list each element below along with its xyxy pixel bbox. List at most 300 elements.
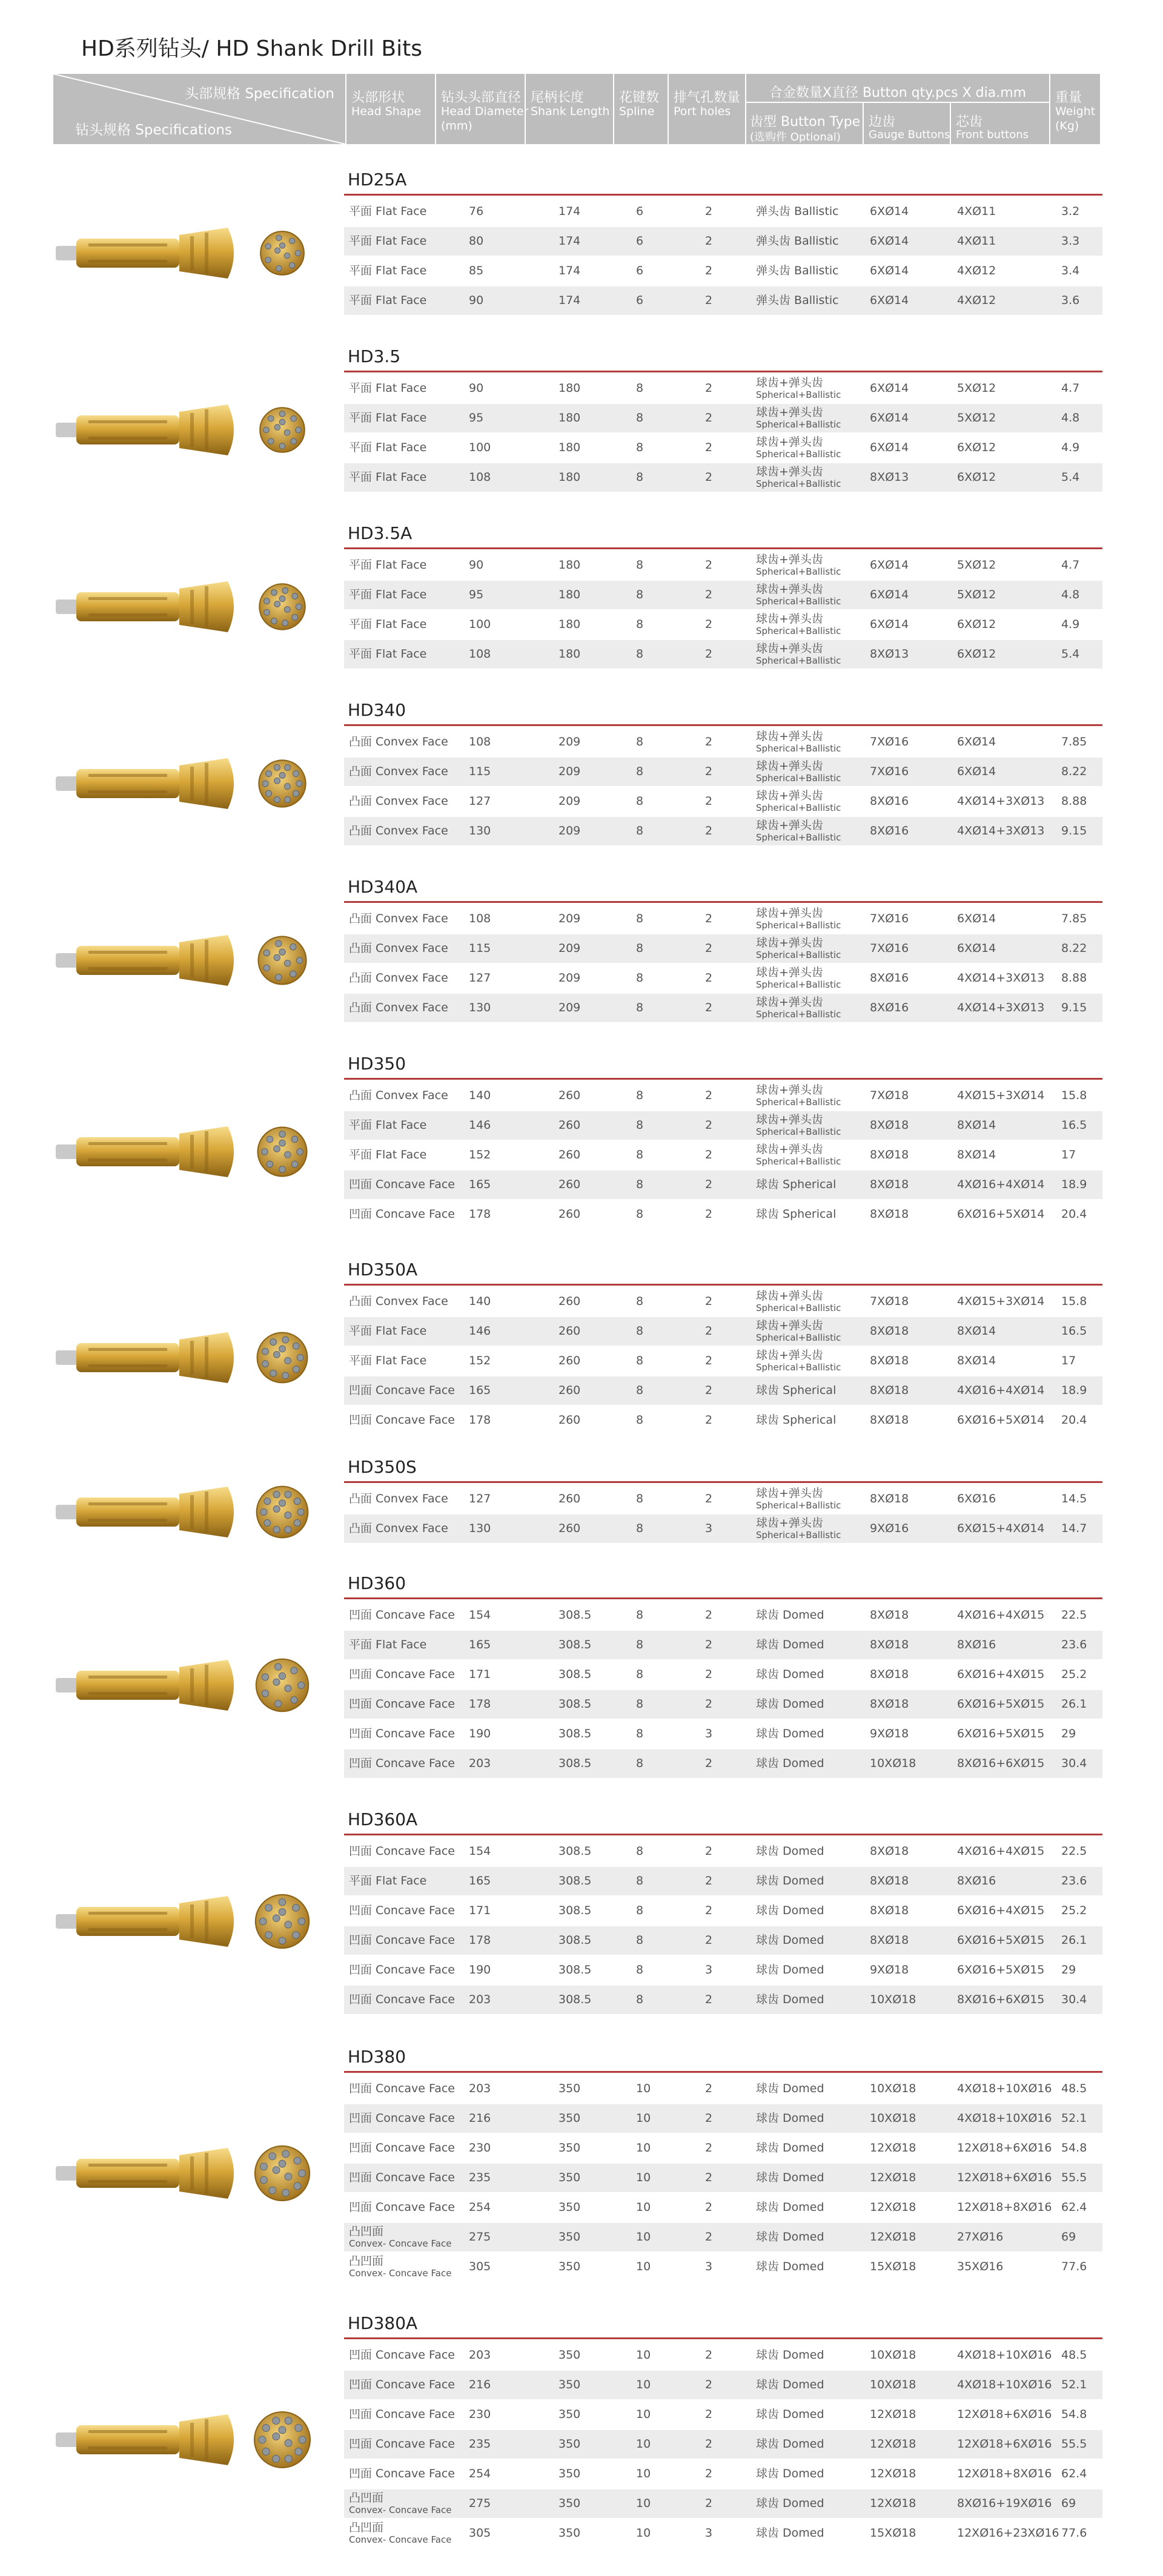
- cell-ports: 3: [705, 1963, 713, 1977]
- cell-dia: 90: [469, 558, 484, 572]
- cell-front: 8XØ16+6XØ15: [957, 1757, 1045, 1770]
- cell-ports: 2: [705, 647, 713, 661]
- table-row: [344, 2341, 1102, 2371]
- cell-gauge: 12XØ18: [870, 2171, 916, 2184]
- cell-weight: 5.4: [1061, 647, 1080, 661]
- cell-type-en: Spherical+Ballistic: [756, 1500, 841, 1511]
- cell-front: 12XØ18+8XØ16: [957, 2467, 1052, 2480]
- table-row: [344, 1867, 1102, 1897]
- cell-gauge: 8XØ16: [870, 1001, 909, 1014]
- cell-ports: 2: [705, 2467, 713, 2480]
- cell-weight: 4.7: [1061, 381, 1080, 395]
- header-head-diameter-unit: (mm): [441, 119, 472, 133]
- cell-dia: 203: [469, 1757, 491, 1770]
- cell-weight: 30.4: [1061, 1993, 1087, 2006]
- cell-shape: 凹面 Concave Face: [349, 1207, 455, 1221]
- cell-shape-zh: 凸凹面: [349, 2491, 384, 2505]
- cell-shape: 平面 Flat Face: [349, 441, 427, 454]
- section-divider: [344, 547, 1102, 549]
- cell-dia: 115: [469, 942, 491, 955]
- cell-spline: 8: [636, 1874, 644, 1887]
- cell-type-zh: 球齿+弹头齿: [756, 406, 823, 419]
- cell-shank: 180: [558, 441, 581, 454]
- cell-type: 球齿 Domed: [756, 2497, 824, 2510]
- cell-dia: 76: [469, 205, 484, 218]
- section-title: HD25A: [348, 170, 407, 190]
- cell-spline: 8: [636, 1934, 644, 1947]
- cell-dia: 146: [469, 1324, 491, 1338]
- header-alloy-group: [745, 74, 1049, 144]
- table-row: [344, 2371, 1102, 2400]
- cell-dia: 152: [469, 1148, 491, 1161]
- cell-gauge: 6XØ14: [870, 588, 909, 601]
- cell-dia: 165: [469, 1874, 491, 1887]
- cell-shape: [349, 2253, 451, 2284]
- cell-weight: 54.8: [1061, 2408, 1087, 2421]
- cell-front: 4XØ14+3XØ13: [957, 794, 1045, 808]
- table-row: [344, 934, 1102, 964]
- cell-type: [756, 1485, 841, 1516]
- cell-shape: 凸面 Convex Face: [349, 971, 448, 985]
- table-row: [344, 2519, 1102, 2549]
- cell-front: 4XØ16+4XØ15: [957, 1608, 1045, 1622]
- cell-dia: 127: [469, 794, 491, 808]
- cell-type: [756, 787, 841, 818]
- cell-gauge: 9XØ18: [870, 1727, 909, 1740]
- cell-ports: 2: [705, 205, 713, 218]
- cell-shank: 209: [558, 824, 581, 837]
- cell-shank: 260: [558, 1354, 581, 1367]
- section-title: HD340A: [348, 877, 418, 897]
- header-shank-length-zh: 尾柄长度: [531, 90, 585, 105]
- cell-weight: 23.6: [1061, 1638, 1087, 1651]
- cell-shape: 凹面 Concave Face: [349, 1384, 455, 1397]
- cell-weight: 4.9: [1061, 618, 1080, 631]
- cell-spline: 10: [636, 2171, 651, 2184]
- cell-weight: 14.5: [1061, 1492, 1087, 1505]
- cell-type: 球齿 Domed: [756, 2141, 824, 2155]
- cell-gauge: 15XØ18: [870, 2526, 916, 2540]
- table-row: [344, 2430, 1102, 2460]
- cell-type-en: Spherical+Ballistic: [756, 802, 841, 813]
- cell-type-en: Spherical+Ballistic: [756, 566, 841, 577]
- cell-spline: 8: [636, 588, 644, 601]
- cell-gauge: 8XØ18: [870, 1148, 909, 1161]
- cell-front: 12XØ16+23XØ16: [957, 2526, 1059, 2540]
- cell-type-zh: 球齿+弹头齿: [756, 907, 823, 920]
- header-specifications: 钻头规格 Specifications: [75, 122, 232, 138]
- cell-shape: 凹面 Concave Face: [349, 2467, 455, 2480]
- cell-shape: 平面 Flat Face: [349, 618, 427, 631]
- cell-shank: 180: [558, 588, 581, 601]
- cell-weight: 26.1: [1061, 1697, 1087, 1711]
- cell-gauge: 10XØ18: [870, 2082, 916, 2095]
- cell-spline: 8: [636, 1118, 644, 1132]
- cell-gauge: 8XØ18: [870, 1934, 909, 1947]
- cell-gauge: 8XØ13: [870, 471, 909, 484]
- cell-shape: 凹面 Concave Face: [349, 1608, 455, 1622]
- cell-front: 4XØ14+3XØ13: [957, 1001, 1045, 1014]
- cell-type-zh: 球齿+弹头齿: [756, 553, 823, 566]
- section-divider: [344, 1597, 1102, 1599]
- cell-spline: 10: [636, 2408, 651, 2421]
- cell-shank: 180: [558, 558, 581, 572]
- cell-shank: 260: [558, 1492, 581, 1505]
- cell-weight: 25.2: [1061, 1904, 1087, 1917]
- cell-dia: 95: [469, 588, 484, 601]
- cell-spline: 8: [636, 1608, 644, 1622]
- cell-dia: 95: [469, 411, 484, 424]
- cell-shape: 平面 Flat Face: [349, 558, 427, 572]
- cell-ports: 2: [705, 1089, 713, 1102]
- header-port-holes-zh: 排气孔数量: [674, 90, 741, 105]
- cell-shape: 凸面 Convex Face: [349, 735, 448, 748]
- drill-bit-image: [52, 212, 325, 297]
- cell-shape-en: Convex- Concave Face: [349, 2268, 452, 2279]
- cell-dia: 305: [469, 2526, 491, 2540]
- cell-shank: 209: [558, 912, 581, 925]
- cell-dia: 171: [469, 1904, 491, 1917]
- table-row: [344, 1347, 1102, 1376]
- cell-ports: 2: [705, 294, 713, 307]
- cell-front: 8XØ14: [957, 1148, 996, 1161]
- cell-gauge: 10XØ18: [870, 2348, 916, 2362]
- cell-weight: 23.6: [1061, 1874, 1087, 1887]
- cell-front: 6XØ14: [957, 735, 996, 748]
- cell-shape: 凹面 Concave Face: [349, 2171, 455, 2184]
- cell-gauge: 8XØ18: [870, 1207, 909, 1221]
- cell-spline: 8: [636, 441, 644, 454]
- cell-ports: 2: [705, 441, 713, 454]
- cell-type-zh: 球齿+弹头齿: [756, 642, 823, 655]
- cell-shape-zh: 凸凹面: [349, 2521, 384, 2534]
- table-row: [344, 1376, 1102, 1406]
- spec-table: [344, 2075, 1102, 2282]
- cell-dia: 275: [469, 2230, 491, 2244]
- cell-ports: 2: [705, 1413, 713, 1427]
- cell-ports: 2: [705, 1148, 713, 1161]
- table-row: [344, 905, 1102, 934]
- cell-ports: 2: [705, 2408, 713, 2421]
- cell-type-en: Spherical+Ballistic: [756, 419, 841, 430]
- section-divider: [344, 371, 1102, 372]
- cell-type-en: Spherical+Ballistic: [756, 449, 841, 460]
- cell-shank: 180: [558, 411, 581, 424]
- cell-shank: 308.5: [558, 1757, 592, 1770]
- cell-gauge: 6XØ14: [870, 558, 909, 572]
- cell-weight: 30.4: [1061, 1757, 1087, 1770]
- cell-ports: 2: [705, 2112, 713, 2125]
- cell-ports: 2: [705, 1904, 713, 1917]
- drill-bit-image: [52, 1316, 325, 1401]
- cell-weight: 9.15: [1061, 1001, 1087, 1014]
- cell-type: [756, 1141, 841, 1172]
- cell-spline: 10: [636, 2112, 651, 2125]
- cell-front: 6XØ15+4XØ14: [957, 1522, 1045, 1535]
- cell-shape: 平面 Flat Face: [349, 588, 427, 601]
- cell-type-zh: 球齿+弹头齿: [756, 465, 823, 478]
- cell-shank: 350: [558, 2437, 581, 2451]
- cell-type: 球齿 Spherical: [756, 1413, 837, 1427]
- cell-shank: 174: [558, 234, 581, 248]
- cell-type: [756, 404, 841, 435]
- header-head-shape: [345, 74, 435, 144]
- cell-dia: 216: [469, 2378, 491, 2391]
- cell-dia: 190: [469, 1963, 491, 1977]
- cell-weight: 9.15: [1061, 824, 1087, 837]
- cell-shape: 凹面 Concave Face: [349, 2082, 455, 2095]
- cell-spline: 8: [636, 1413, 644, 1427]
- table-row: [344, 1956, 1102, 1986]
- cell-dia: 203: [469, 2348, 491, 2362]
- cell-shank: 260: [558, 1413, 581, 1427]
- cell-weight: 3.6: [1061, 294, 1080, 307]
- cell-shank: 209: [558, 794, 581, 808]
- cell-type-en: Spherical+Ballistic: [756, 1126, 841, 1137]
- cell-weight: 8.88: [1061, 794, 1087, 808]
- section-title: HD350: [348, 1054, 406, 1074]
- cell-gauge: 8XØ18: [870, 1178, 909, 1191]
- cell-dia: 203: [469, 2082, 491, 2095]
- cell-spline: 8: [636, 381, 644, 395]
- cell-gauge: 8XØ16: [870, 794, 909, 808]
- cell-ports: 2: [705, 618, 713, 631]
- cell-gauge: 12XØ18: [870, 2467, 916, 2480]
- cell-ports: 2: [705, 2082, 713, 2095]
- cell-shape: 平面 Flat Face: [349, 205, 427, 218]
- cell-front: 4XØ18+10XØ16: [957, 2082, 1052, 2095]
- cell-type: [756, 1347, 841, 1378]
- cell-dia: 146: [469, 1118, 491, 1132]
- cell-ports: 2: [705, 2201, 713, 2214]
- cell-ports: 2: [705, 381, 713, 395]
- cell-shank: 308.5: [558, 1993, 592, 2006]
- cell-spline: 8: [636, 912, 644, 925]
- section-title: HD3.5A: [348, 523, 413, 543]
- cell-front: 4XØ18+10XØ16: [957, 2112, 1052, 2125]
- cell-spline: 8: [636, 558, 644, 572]
- cell-ports: 2: [705, 2437, 713, 2451]
- cell-weight: 20.4: [1061, 1413, 1087, 1427]
- cell-ports: 2: [705, 2141, 713, 2155]
- cell-shape: 凹面 Concave Face: [349, 1413, 455, 1427]
- cell-dia: 171: [469, 1668, 491, 1681]
- cell-shape: 凹面 Concave Face: [349, 1963, 455, 1977]
- cell-front: 4XØ16+4XØ15: [957, 1844, 1045, 1858]
- cell-shape: 凹面 Concave Face: [349, 2437, 455, 2451]
- cell-type: 球齿 Spherical: [756, 1207, 837, 1221]
- cell-front: 4XØ12: [957, 264, 996, 277]
- table-row: [344, 758, 1102, 787]
- cell-weight: 7.85: [1061, 912, 1087, 925]
- cell-dia: 254: [469, 2201, 491, 2214]
- table-row: [344, 404, 1102, 434]
- cell-gauge: 6XØ14: [870, 205, 909, 218]
- cell-type: 球齿 Domed: [756, 1844, 824, 1858]
- cell-shank: 350: [558, 2526, 581, 2540]
- cell-type-en: Spherical+Ballistic: [756, 1009, 841, 1020]
- spec-table: [344, 197, 1102, 316]
- cell-shape: 凹面 Concave Face: [349, 2378, 455, 2391]
- table-row: [344, 1601, 1102, 1631]
- section-divider: [344, 1078, 1102, 1080]
- cell-type: 球齿 Domed: [756, 1874, 824, 1887]
- cell-ports: 2: [705, 1384, 713, 1397]
- cell-dia: 235: [469, 2437, 491, 2451]
- cell-weight: 77.6: [1061, 2526, 1087, 2540]
- cell-front: 6XØ14: [957, 942, 996, 955]
- cell-dia: 305: [469, 2260, 491, 2273]
- cell-gauge: 12XØ18: [870, 2201, 916, 2214]
- cell-shank: 174: [558, 264, 581, 277]
- cell-front: 12XØ18+6XØ16: [957, 2171, 1052, 2184]
- cell-spline: 8: [636, 1697, 644, 1711]
- cell-shape-en: Convex- Concave Face: [349, 2534, 452, 2545]
- table-row: [344, 2134, 1102, 2164]
- cell-weight: 17: [1061, 1148, 1076, 1161]
- cell-ports: 2: [705, 735, 713, 748]
- cell-front: 6XØ16+5XØ14: [957, 1413, 1045, 1427]
- cell-spline: 8: [636, 1384, 644, 1397]
- cell-gauge: 8XØ18: [870, 1413, 909, 1427]
- cell-front: 4XØ14+3XØ13: [957, 971, 1045, 985]
- cell-type-en: Spherical+Ballistic: [756, 626, 841, 636]
- cell-shank: 260: [558, 1089, 581, 1102]
- cell-type-en: Spherical+Ballistic: [756, 832, 841, 843]
- cell-ports: 2: [705, 1324, 713, 1338]
- cell-type: [756, 1287, 841, 1318]
- header-specification: 头部规格 Specification: [185, 86, 334, 102]
- cell-front: 4XØ16+4XØ14: [957, 1384, 1045, 1397]
- cell-weight: 22.5: [1061, 1844, 1087, 1858]
- cell-dia: 90: [469, 381, 484, 395]
- cell-spline: 8: [636, 824, 644, 837]
- cell-spline: 10: [636, 2260, 651, 2273]
- cell-shank: 209: [558, 942, 581, 955]
- table-row: [344, 197, 1102, 227]
- cell-spline: 10: [636, 2467, 651, 2480]
- cell-type: [756, 463, 841, 494]
- header-front-buttons-en: Front buttons: [956, 128, 1029, 141]
- cell-shank: 260: [558, 1384, 581, 1397]
- cell-type-en: Spherical+Ballistic: [756, 979, 841, 990]
- cell-ports: 2: [705, 411, 713, 424]
- cell-gauge: 10XØ18: [870, 1993, 916, 2006]
- cell-type: [756, 1082, 841, 1112]
- drill-bit-image: [52, 2132, 325, 2217]
- cell-gauge: 12XØ18: [870, 2141, 916, 2155]
- cell-shape: 凹面 Concave Face: [349, 2408, 455, 2421]
- cell-front: 6XØ16+5XØ15: [957, 1963, 1045, 1977]
- cell-type-zh: 球齿+弹头齿: [756, 1083, 823, 1097]
- cell-front: 8XØ16+19XØ16: [957, 2497, 1052, 2510]
- cell-type: 球齿 Domed: [756, 2201, 824, 2214]
- cell-shape: 凸面 Convex Face: [349, 1492, 448, 1505]
- cell-shank: 180: [558, 647, 581, 661]
- cell-gauge: 12XØ18: [870, 2230, 916, 2244]
- cell-gauge: 7XØ18: [870, 1089, 909, 1102]
- cell-shape: 凹面 Concave Face: [349, 2348, 455, 2362]
- cell-shank: 308.5: [558, 1638, 592, 1651]
- cell-weight: 25.2: [1061, 1668, 1087, 1681]
- cell-spline: 8: [636, 1089, 644, 1102]
- section-title: HD350A: [348, 1260, 418, 1280]
- cell-type: 弹头齿 Ballistic: [756, 294, 839, 307]
- cell-type-en: Spherical+Ballistic: [756, 655, 841, 666]
- section-title: HD360: [348, 1573, 406, 1593]
- cell-dia: 130: [469, 1522, 491, 1535]
- spec-table: [344, 728, 1102, 847]
- cell-gauge: 7XØ16: [870, 765, 909, 778]
- cell-weight: 48.5: [1061, 2348, 1087, 2362]
- cell-dia: 85: [469, 264, 484, 277]
- cell-type-zh: 球齿+弹头齿: [756, 1143, 823, 1156]
- cell-shank: 350: [558, 2201, 581, 2214]
- cell-front: 6XØ16+4XØ15: [957, 1904, 1045, 1917]
- cell-weight: 4.7: [1061, 558, 1080, 572]
- table-row: [344, 463, 1102, 493]
- cell-dia: 152: [469, 1354, 491, 1367]
- cell-spline: 10: [636, 2378, 651, 2391]
- cell-type: 弹头齿 Ballistic: [756, 205, 839, 218]
- cell-front: 12XØ18+6XØ16: [957, 2437, 1052, 2451]
- cell-weight: 29: [1061, 1963, 1076, 1977]
- cell-gauge: 6XØ14: [870, 294, 909, 307]
- cell-spline: 8: [636, 1963, 644, 1977]
- cell-type: 弹头齿 Ballistic: [756, 234, 839, 248]
- section-divider: [344, 1284, 1102, 1286]
- cell-type-zh: 球齿+弹头齿: [756, 789, 823, 802]
- cell-weight: 52.1: [1061, 2112, 1087, 2125]
- cell-weight: 77.6: [1061, 2260, 1087, 2273]
- cell-type-zh: 球齿+弹头齿: [756, 435, 823, 449]
- table-row: [344, 1897, 1102, 1926]
- table-row: [344, 581, 1102, 610]
- cell-shape: 凹面 Concave Face: [349, 1668, 455, 1681]
- section-divider: [344, 2071, 1102, 2073]
- cell-weight: 55.5: [1061, 2437, 1087, 2451]
- cell-weight: 17: [1061, 1354, 1076, 1367]
- cell-weight: 7.85: [1061, 735, 1087, 748]
- section-divider: [344, 724, 1102, 726]
- cell-shank: 308.5: [558, 1934, 592, 1947]
- cell-weight: 4.9: [1061, 441, 1080, 454]
- cell-front: 4XØ18+10XØ16: [957, 2378, 1052, 2391]
- cell-spline: 8: [636, 1324, 644, 1338]
- cell-type: 球齿 Domed: [756, 1697, 824, 1711]
- cell-dia: 230: [469, 2141, 491, 2155]
- table-row: [344, 728, 1102, 758]
- drill-bit-image: [52, 1880, 325, 1965]
- cell-gauge: 7XØ16: [870, 735, 909, 748]
- cell-gauge: 8XØ13: [870, 647, 909, 661]
- cell-shank: 308.5: [558, 1727, 592, 1740]
- cell-dia: 230: [469, 2408, 491, 2421]
- cell-weight: 5.4: [1061, 471, 1080, 484]
- cell-shape: [349, 2223, 451, 2254]
- table-row: [344, 1720, 1102, 1749]
- drill-bit-image: [52, 566, 325, 650]
- cell-type-en: Spherical+Ballistic: [756, 1362, 841, 1373]
- table-row: [344, 1171, 1102, 1200]
- cell-shape-en: Convex- Concave Face: [349, 2505, 452, 2515]
- cell-ports: 2: [705, 942, 713, 955]
- cell-shank: 350: [558, 2260, 581, 2273]
- cell-spline: 6: [636, 205, 644, 218]
- cell-weight: 29: [1061, 1727, 1076, 1740]
- table-row: [344, 787, 1102, 817]
- cell-type: 球齿 Domed: [756, 1993, 824, 2006]
